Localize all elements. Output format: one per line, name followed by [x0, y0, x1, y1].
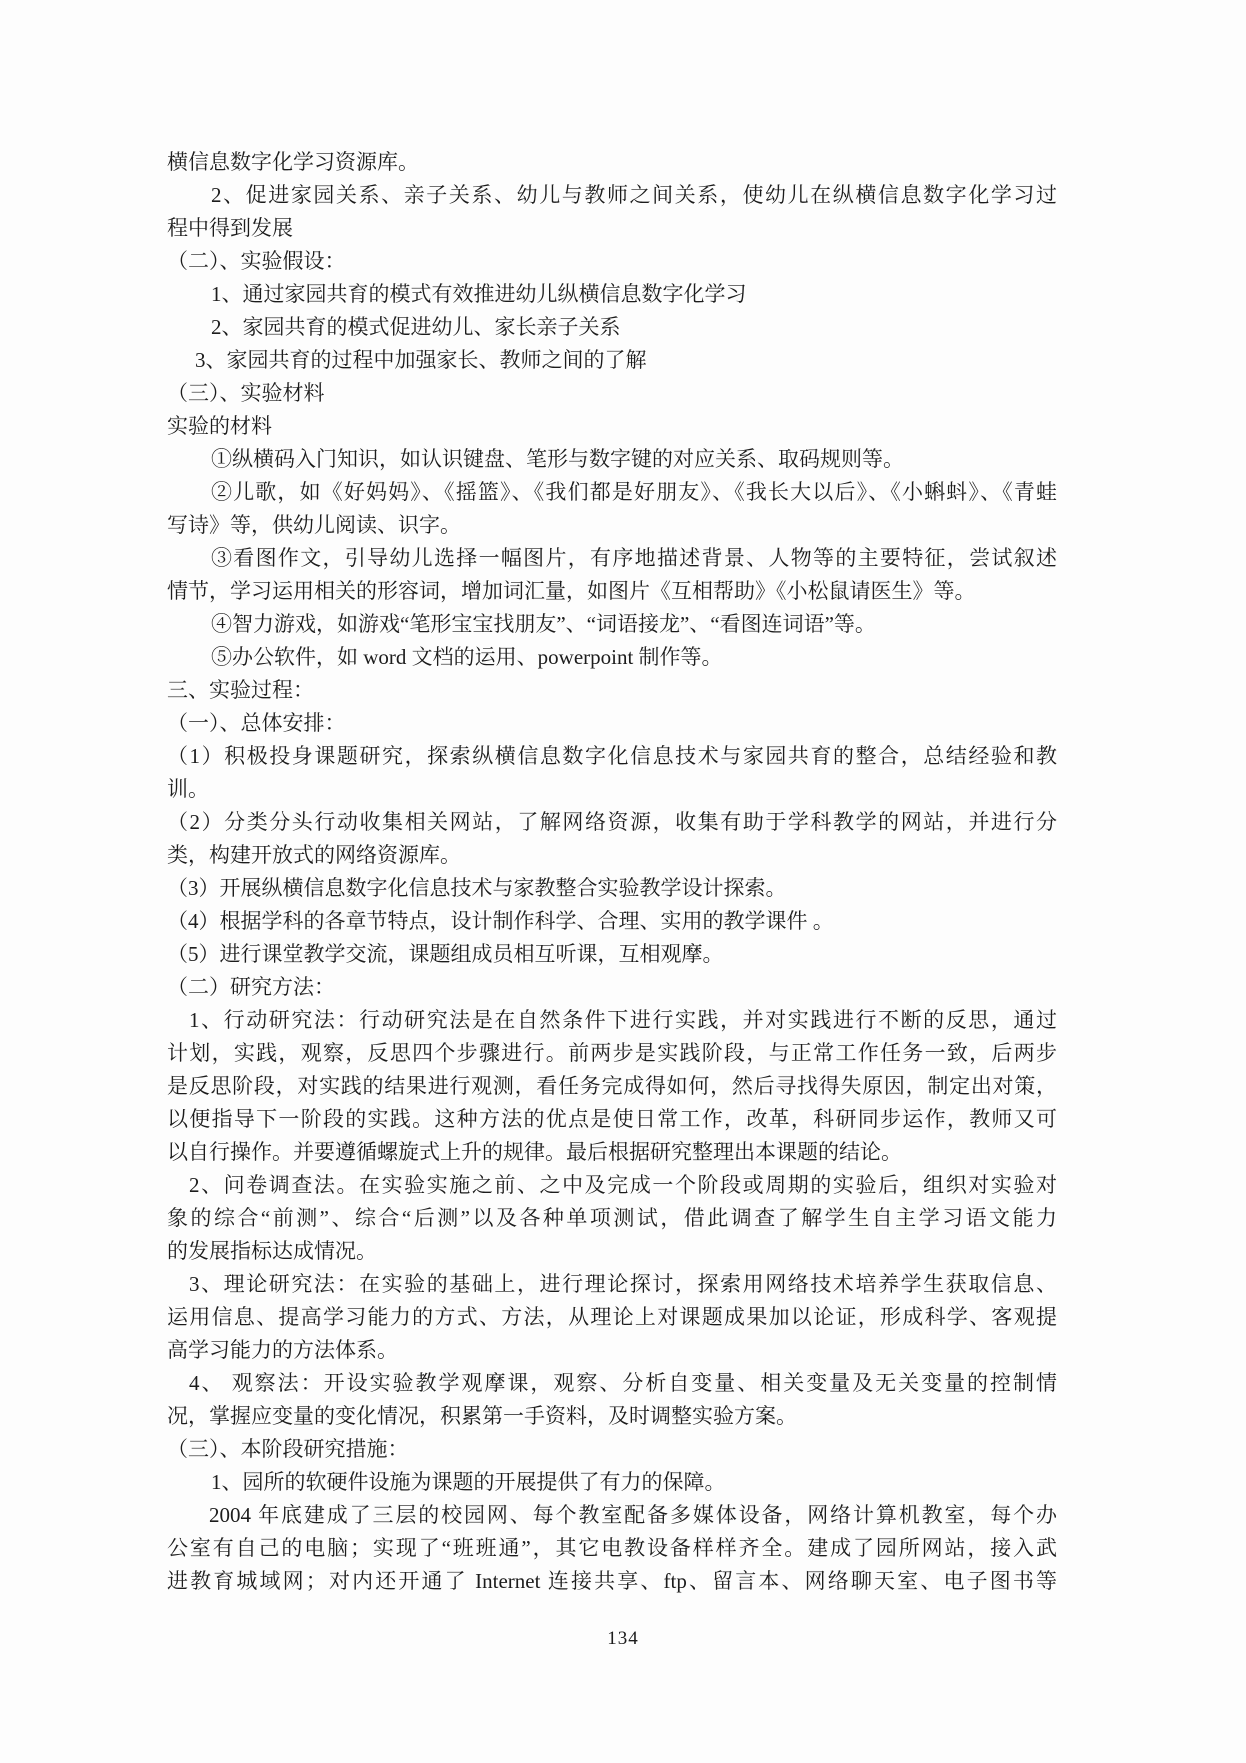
- text-line: （二）、实验假设：: [167, 249, 346, 273]
- text-line: 写诗》等，供幼儿阅读、识字。: [167, 513, 461, 537]
- text-line: 实验的材料: [167, 414, 272, 438]
- text-line: 2、问卷调查法。在实验实施之前、之中及完成一个阶段或周期的实验后，组织对实验对: [189, 1173, 1057, 1197]
- text-line: 类，构建开放式的网络资源库。: [167, 843, 461, 867]
- text-line: 程中得到发展: [167, 216, 293, 240]
- text-line: ⑤办公软件，如 word 文档的运用、powerpoint 制作等。: [211, 645, 723, 669]
- document-body: [167, 146, 1057, 1598]
- text-line: 的发展指标达成情况。: [167, 1239, 377, 1263]
- text-line: 2、促进家园关系、亲子关系、幼儿与教师之间关系，使幼儿在纵横信息数字化学习过: [211, 183, 1057, 207]
- text-line: 1、园所的软硬件设施为课题的开展提供了有力的保障。: [211, 1470, 726, 1494]
- text-line: 公室有自己的电脑；实现了“班班通”，其它电教设备样样齐全。建成了园所网站，接入武: [167, 1536, 1057, 1560]
- text-line: 2004 年底建成了三层的校园网、每个教室配备多媒体设备，网络计算机教室，每个办: [209, 1503, 1057, 1527]
- text-line: （三）、本阶段研究措施：: [167, 1437, 409, 1461]
- text-line: （4）根据学科的各章节特点，设计制作科学、合理、实用的教学课件 。: [167, 909, 834, 933]
- text-line: （5）进行课堂教学交流，课题组成员相互听课，互相观摩。: [167, 942, 724, 966]
- text-line: （3）开展纵横信息数字化信息技术与家教整合实验教学设计探索。: [167, 876, 787, 900]
- text-line: 三、实验过程：: [167, 678, 314, 702]
- text-line: 象的综合“前测”、综合“后测”以及各种单项测试，借此调查了解学生自主学习语文能力: [167, 1206, 1057, 1230]
- text-line: 高学习能力的方法体系。: [167, 1338, 398, 1362]
- text-line: 3、理论研究法：在实验的基础上，进行理论探讨，探索用网络技术培养学生获取信息、: [189, 1272, 1057, 1296]
- text-line: ④智力游戏，如游戏“笔形宝宝找朋友”、“词语接龙”、“看图连词语”等。: [211, 612, 876, 636]
- text-line: 4、 观察法：开设实验教学观摩课，观察、分析自变量、相关变量及无关变量的控制情: [189, 1371, 1057, 1395]
- text-line: （二）研究方法：: [167, 975, 335, 999]
- text-line: 进教育城域网；对内还开通了 Internet 连接共享、ftp、留言本、网络聊天室、电子图书等: [167, 1569, 1057, 1593]
- text-line: 以便指导下一阶段的实践。这种方法的优点是使日常工作，改革，科研同步运作，教师又可: [167, 1107, 1057, 1131]
- text-line: （一）、总体安排：: [167, 711, 346, 735]
- text-line: 况，掌握应变量的变化情况，积累第一手资料，及时调整实验方案。: [167, 1404, 797, 1428]
- text-line: 计划，实践，观察，反思四个步骤进行。前两步是实践阶段，与正常工作任务一致，后两步: [167, 1041, 1057, 1065]
- text-line: （1）积极投身课题研究，探索纵横信息数字化信息技术与家园共育的整合，总结经验和教: [167, 744, 1057, 768]
- text-line: （三）、实验材料: [167, 381, 325, 405]
- text-line: 以自行操作。并要遵循螺旋式上升的规律。最后根据研究整理出本课题的结论。: [167, 1140, 902, 1164]
- text-line: 情节，学习运用相关的形容词，增加词汇量，如图片《互相帮助》《小松鼠请医生》等。: [167, 579, 976, 603]
- text-line: ③看图作文，引导幼儿选择一幅图片，有序地描述背景、人物等的主要特征，尝试叙述: [211, 546, 1057, 570]
- text-line: 2、家园共育的模式促进幼儿、家长亲子关系: [211, 315, 621, 339]
- text-line: 运用信息、提高学习能力的方式、方法，从理论上对课题成果加以论证，形成科学、客观提: [167, 1305, 1057, 1329]
- text-line: 3、家园共育的过程中加强家长、教师之间的了解: [195, 348, 647, 372]
- text-line: 1、通过家园共育的模式有效推进幼儿纵横信息数字化学习: [211, 282, 747, 306]
- text-line: 1、行动研究法：行动研究法是在自然条件下进行实践，并对实践进行不断的反思，通过: [189, 1008, 1057, 1032]
- text-line: 横信息数字化学习资源库。: [167, 150, 419, 174]
- text-line: （2）分类分头行动收集相关网站，了解网络资源，收集有助于学科教学的网站，并进行分: [167, 810, 1057, 834]
- text-line: 是反思阶段，对实践的结果进行观测，看任务完成得如何，然后寻找得失原因，制定出对策，: [167, 1074, 1057, 1098]
- page-number: 134: [607, 1628, 639, 1649]
- text-line: ①纵横码入门知识，如认识键盘、笔形与数字键的对应关系、取码规则等。: [211, 447, 904, 471]
- text-line: ②儿歌，如《好妈妈》、《摇篮》、《我们都是好朋友》、《我长大以后》、《小蝌蚪》、《青蛙: [211, 480, 1057, 504]
- text-line: 训。: [167, 777, 209, 801]
